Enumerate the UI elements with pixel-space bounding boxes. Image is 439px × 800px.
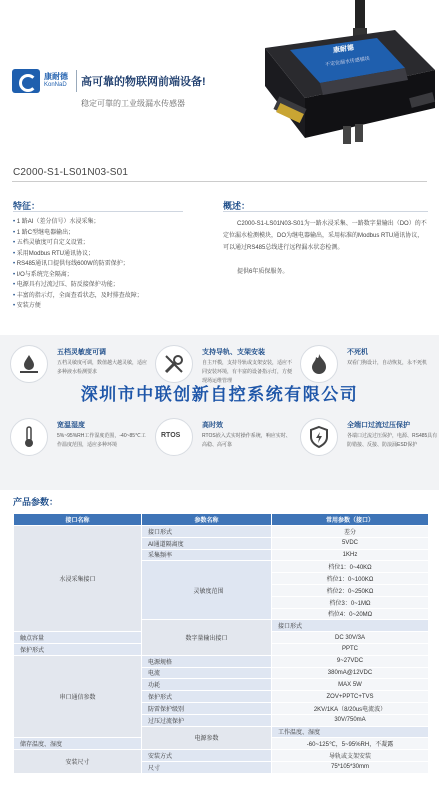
features-title: 特征： — [13, 201, 41, 211]
param-value-cell: -60~125℃，5~95%RH，不凝露 — [272, 738, 429, 750]
param-name-cell: 触点容量 — [14, 632, 142, 644]
thermometer-icon — [10, 418, 48, 456]
param-group-cell: 串口通信参数 — [14, 655, 142, 738]
param-name-cell: 采集频率 — [142, 549, 272, 561]
params-table-body — [14, 526, 429, 774]
brand-logo — [12, 69, 68, 93]
advantage-item — [300, 418, 439, 478]
param-value-cell: 档位1：0~40KΩ — [272, 561, 429, 573]
params-title: 产品参数： — [13, 497, 59, 507]
param-name-cell: 储存温度、湿度 — [14, 738, 142, 750]
param-value-cell: PPTC — [272, 643, 429, 655]
param-value-cell: 1KHz — [272, 549, 429, 561]
param-name-cell: 尺寸 — [142, 761, 272, 773]
divider — [13, 211, 183, 212]
advantage-title: 支持导轨、支架安装 — [202, 349, 265, 356]
param-value-cell: MAX 5W — [272, 679, 429, 691]
advantage-title: 不死机 — [347, 349, 368, 356]
logo-divider — [76, 70, 77, 92]
advantage-item — [10, 418, 150, 478]
warranty-text: 提供6年质保服务。 — [237, 269, 289, 275]
param-name-cell: 电流 — [142, 667, 272, 679]
param-group-cell: 数字量输出接口 — [142, 620, 272, 655]
device-brand-label: 康耐德 — [332, 44, 355, 55]
param-value-cell: 30V/750mA — [272, 714, 429, 726]
divider — [223, 211, 428, 212]
param-value-cell: 9~27VDC — [272, 655, 429, 667]
advantage-item — [155, 418, 295, 478]
param-group-cell: 电源参数 — [142, 726, 272, 750]
list-item: • 1 路C型继电器输出； — [13, 228, 143, 239]
param-name-cell: 过压过流保护 — [142, 714, 272, 726]
param-name-cell: 接口形式 — [142, 526, 272, 538]
param-name-cell: 接口形式 — [272, 620, 429, 632]
company-watermark: 深圳市中联创新自控系统有限公司 — [80, 385, 359, 404]
hero-banner — [0, 0, 439, 150]
product-subtitle: 稳定可靠的工业级漏水传感器 — [81, 99, 185, 108]
param-value-cell: 档位1：0~100KΩ — [272, 573, 429, 585]
list-item: • 丰富的指示灯，全面查看状态，及时排查故障； — [13, 291, 143, 302]
slogan: 高可靠的物联网前端设备! — [81, 76, 206, 88]
list-item: • 1 路AI（差分信号）水浸采集； — [13, 217, 143, 228]
device-sub-label: 不定位漏水传感模块 — [324, 55, 371, 69]
advantage-title: 五档灵敏度可调 — [57, 349, 106, 356]
logo-mark-icon — [12, 69, 40, 93]
flame-icon — [300, 345, 338, 383]
logo-name-cn: 康耐德 — [44, 72, 68, 81]
divider — [12, 181, 427, 182]
list-item: • 采用Modbus RTU通讯协议； — [13, 249, 143, 260]
drop-hand-icon — [10, 345, 48, 383]
tools-icon — [155, 345, 193, 383]
param-name-cell: AI通道隔离度 — [142, 537, 272, 549]
param-value-cell: DC 30V/3A — [272, 632, 429, 644]
advantage-text: RTOS嵌入式实时操作系统，响应实时、高稳、高可靠 — [202, 433, 291, 448]
list-item: • 安装方便 — [13, 301, 143, 312]
logo-name-en: KonNaD — [44, 82, 67, 88]
table-row — [14, 655, 429, 667]
param-name-cell: 保护形式 — [14, 643, 142, 655]
advantage-text: 各端口过流过压保护，电源、RS485具有防错接、反接、防浪涌ESD保护 — [347, 433, 438, 448]
model-number: C2000-S1-LS01N03-S01 — [13, 167, 129, 178]
rtos-icon: RTOS — [155, 418, 193, 456]
param-name-cell: 防雷保护级别 — [142, 702, 272, 714]
param-value-cell: 导轨或支架安装 — [272, 750, 429, 762]
list-item: • 电源具有过流过压、防反接保护功能； — [13, 280, 143, 291]
advantage-title: 宽温湿度 — [57, 422, 85, 429]
list-item: • RS485通讯口提供每线600W的防雷保护； — [13, 259, 143, 270]
param-group-cell: 水浸采集接口 — [14, 526, 142, 632]
param-value-cell: 档位2：0~250KΩ — [272, 584, 429, 596]
param-name-cell: 保护形式 — [142, 691, 272, 703]
column-header: 常用参数（接口） — [272, 514, 429, 526]
param-name-cell: 安装方式 — [142, 750, 272, 762]
param-value-cell: 档位4：0~20MΩ — [272, 608, 429, 620]
table-header-row — [14, 514, 429, 526]
param-value-cell: 档位3：0~1MΩ — [272, 596, 429, 608]
param-value-cell: ZOV+PPTC+TVS — [272, 691, 429, 703]
advantage-text: 五档灵敏度可调，数值越大越灵敏，适应多种液水检测要求 — [57, 360, 148, 375]
param-name-cell: 灵敏度范围 — [142, 561, 272, 620]
overview-text: C2000-S1-LS01N03-S01为一路水浸采集、一路数字量输出（DO）的不定位漏水检测模块，DO为继电器输出，采用标准的Modbus RTU通讯协议，可以通过RS485总线进行远程漏水状态检测。 — [223, 221, 427, 251]
params-table — [13, 513, 429, 774]
device-photo — [245, 0, 439, 150]
advantage-text: 5%~95%RH工作湿度范围，-40~85℃工作温度范围，适应多种环境 — [57, 433, 146, 448]
param-value-cell: 差分 — [272, 526, 429, 538]
param-value-cell: 2KV/1KA（8/20us电流波） — [272, 702, 429, 714]
features-list — [13, 217, 143, 312]
column-header: 参数名称 — [142, 514, 272, 526]
param-name-cell: 工作温度、湿度 — [272, 726, 429, 738]
param-name-cell: 功耗 — [142, 679, 272, 691]
advantages-band — [0, 335, 439, 490]
advantage-title: 高时效 — [202, 422, 223, 429]
param-value-cell: 75*105*30mm — [272, 761, 429, 773]
column-header: 接口名称 — [14, 514, 142, 526]
advantage-text: 双看门狗设计，自动恢复，永不死机 — [347, 360, 428, 366]
advantage-title: 全端口过流过压保护 — [347, 422, 410, 429]
table-row — [14, 750, 429, 762]
param-name-cell: 电源规格 — [142, 655, 272, 667]
list-item: • 五档灵敏度可自定义设置； — [13, 238, 143, 249]
param-group-cell: 安装尺寸 — [14, 750, 142, 774]
param-value-cell: 380mA@12VDC — [272, 667, 429, 679]
list-item: • I/O与系统完全隔离； — [13, 270, 143, 281]
table-row — [14, 526, 429, 538]
shield-icon — [300, 418, 338, 456]
advantage-text: 自主开模，支持导轨或支架安装，适应不同安装环境，有丰富的设备指示灯，方便现场运维管理 — [202, 360, 293, 384]
param-value-cell: 5VDC — [272, 537, 429, 549]
overview-title: 概述： — [223, 201, 251, 211]
